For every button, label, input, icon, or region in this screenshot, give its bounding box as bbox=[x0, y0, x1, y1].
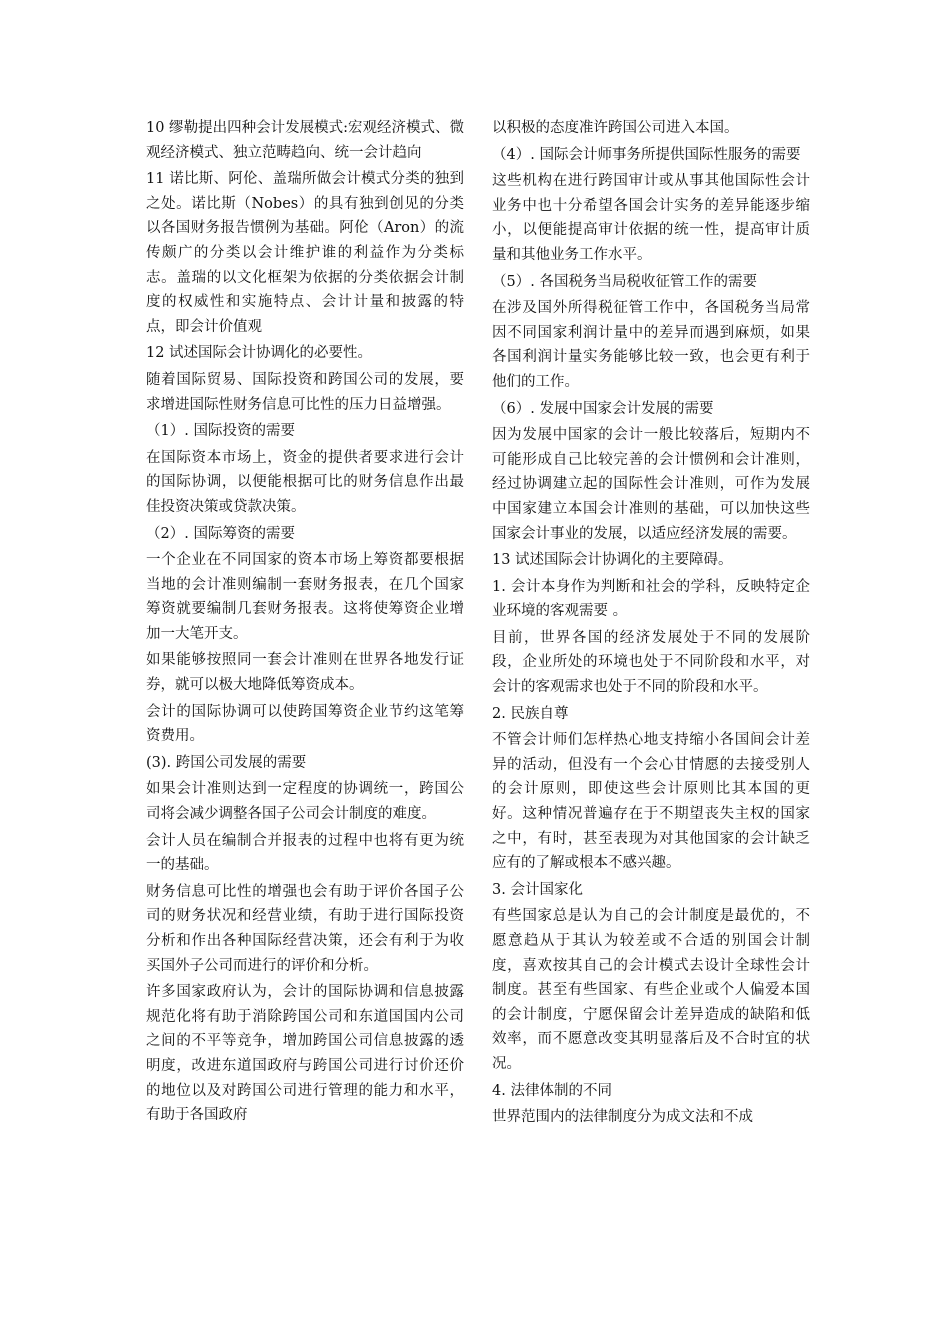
paragraph-developing: 因为发展中国家的会计一般比较落后，短期内不可能形成自己比较完善的会计惯例和会计准则，经过协调建立起的国际性会计准则，可作为发展中国家建立本国会计准则的基础，可以加快这些国家会计事业的发展，以适应经济发展的需要。 bbox=[492, 427, 810, 542]
subheading-obstacle-3: 3. 会计国家化 bbox=[492, 881, 583, 898]
paragraph-multinational-1: 如果会计准则达到一定程度的协调统一，跨国公司将会减少调整各国子公司会计制度的难度。 bbox=[146, 781, 464, 823]
paragraph-intro-pressure: 随着国际贸易、国际投资和跨国公司的发展，要求增进国际性财务信息可比性的压力日益增强。 bbox=[146, 371, 464, 413]
paragraph-financing-3: 会计的国际协调可以使跨国筹资企业节约这笔筹资费用。 bbox=[146, 703, 464, 745]
paragraph-obstacle-2: 不管会计师们怎样热心地支持缩小各国间会计差异的活动，但没有一个会心甘情愿的去接受别人的会计原则，即使这些会计原则比其本国的更好。这种情况普遍存在于不期望丧失主权的国家之中，有时，甚至表现为对其他国家的会计缺乏应有的了解或根本不感兴趣。 bbox=[492, 732, 810, 872]
subheading-investment: （1）. 国际投资的需要 bbox=[146, 423, 295, 440]
subheading-developing: （6）. 发展中国家会计发展的需要 bbox=[492, 400, 714, 417]
paragraph-accounting-firms: 这些机构在进行跨国审计或从事其他国际性会计业务中也十分希望各国会计实务的差异能逐步缩小，以便能提高审计依据的统一性，提高审计质量和其他业务工作水平。 bbox=[492, 173, 810, 263]
paragraph-multinational-3: 财务信息可比性的增强也会有助于评价各国子公司的财务状况和经营业绩，有助于进行国际投资分析和作出各种国际经营决策，还会有利于为收买国外子公司而进行的评价和分析。 bbox=[146, 883, 464, 974]
paragraph-continuation: 以积极的态度准许跨国公司进入本国。 bbox=[492, 120, 739, 136]
paragraph-mueller-models: 10 缪勒提出四种会计发展模式:宏观经济模式、微观经济模式、独立范畴趋向、统一会计趋向 bbox=[146, 120, 464, 161]
paragraph-multinational-4: 许多国家政府认为，会计的国际协调和信息披露规范化将有助于消除跨国公司和东道国国内公司之间的不平等竞争，增加跨国公司信息披露的透明度，改进东道国政府与跨国公司进行讨价还价的地位以及对跨国公司进行管理的能力和水平，有助于各国政府 bbox=[146, 984, 464, 1124]
paragraph-classification: 11 诺比斯、阿伦、盖瑞所做会计模式分类的独到之处。诺比斯（Nobes）的具有独到创见的分类以各国财务报告惯例为基础。阿伦（Aron）的流传颇广的分类以会计维护谁的利益作为分类标志。盖瑞的以文化框架为依据的分类依据会计制度的权威性和实施特点、会计计量和披露的特点，即会计价值观 bbox=[146, 171, 464, 335]
heading-q13: 13 试述国际会计协调化的主要障碍。 bbox=[492, 552, 733, 569]
paragraph-investment: 在国际资本市场上，资金的提供者要求进行会计的国际协调，以便能根据可比的财务信息作出最佳投资决策或贷款决策。 bbox=[146, 449, 464, 515]
left-column bbox=[146, 116, 464, 1128]
paragraph-financing-1: 一个企业在不同国家的资本市场上筹资都要根据当地的会计准则编制一套财务报表，在几个国家筹资就要编制几套财务报表。这将使筹资企业增加一大笔开支。 bbox=[146, 552, 464, 642]
subheading-obstacle-2: 2. 民族自尊 bbox=[492, 705, 569, 722]
paragraph-financing-2: 如果能够按照同一套会计准则在世界各地发行证券，就可以极大地降低筹资成本。 bbox=[146, 652, 464, 694]
paragraph-obstacle-1: 目前，世界各国的经济发展处于不同的发展阶段，企业所处的环境也处于不同阶段和水平，对会计的客观需求也处于不同的阶段和水平。 bbox=[492, 629, 810, 696]
paragraph-tax: 在涉及国外所得税征管工作中，各国税务当局常因不同国家利润计量中的差异而遇到麻烦，如果各国利润计量实务能够比较一致，也会更有利于他们的工作。 bbox=[492, 300, 810, 390]
paragraph-obstacle-3: 有些国家总是认为自己的会计制度是最优的，不愿意趋从于其认为较差或不合适的别国会计制度，喜欢按其自己的会计模式去设计全球性会计制度。甚至有些国家、有些企业或个人偏爱本国的会计制度，宁愿保留会计差异造成的缺陷和低效率，而不愿意改变其明显落后及不合时宜的状况。 bbox=[492, 908, 810, 1072]
right-column bbox=[492, 116, 810, 1130]
subheading-accounting-firms: （4）. 国际会计师事务所提供国际性服务的需要 bbox=[492, 146, 801, 163]
paragraph-multinational-2: 会计人员在编制合并报表的过程中也将有更为统一的基础。 bbox=[146, 832, 464, 874]
heading-q12: 12 试述国际会计协调化的必要性。 bbox=[146, 345, 373, 362]
subheading-financing: （2）. 国际筹资的需要 bbox=[146, 525, 295, 542]
subheading-tax: （5）. 各国税务当局税收征管工作的需要 bbox=[492, 273, 757, 290]
subheading-obstacle-4: 4. 法律体制的不同 bbox=[492, 1082, 612, 1099]
paragraph-obstacle-4: 世界范围内的法律制度分为成文法和不成 bbox=[492, 1109, 753, 1126]
subheading-obstacle-1: 1. 会计本身作为判断和社会的学科，反映特定企业环境的客观需要 。 bbox=[492, 578, 810, 620]
subheading-multinational: (3). 跨国公司发展的需要 bbox=[146, 754, 307, 771]
